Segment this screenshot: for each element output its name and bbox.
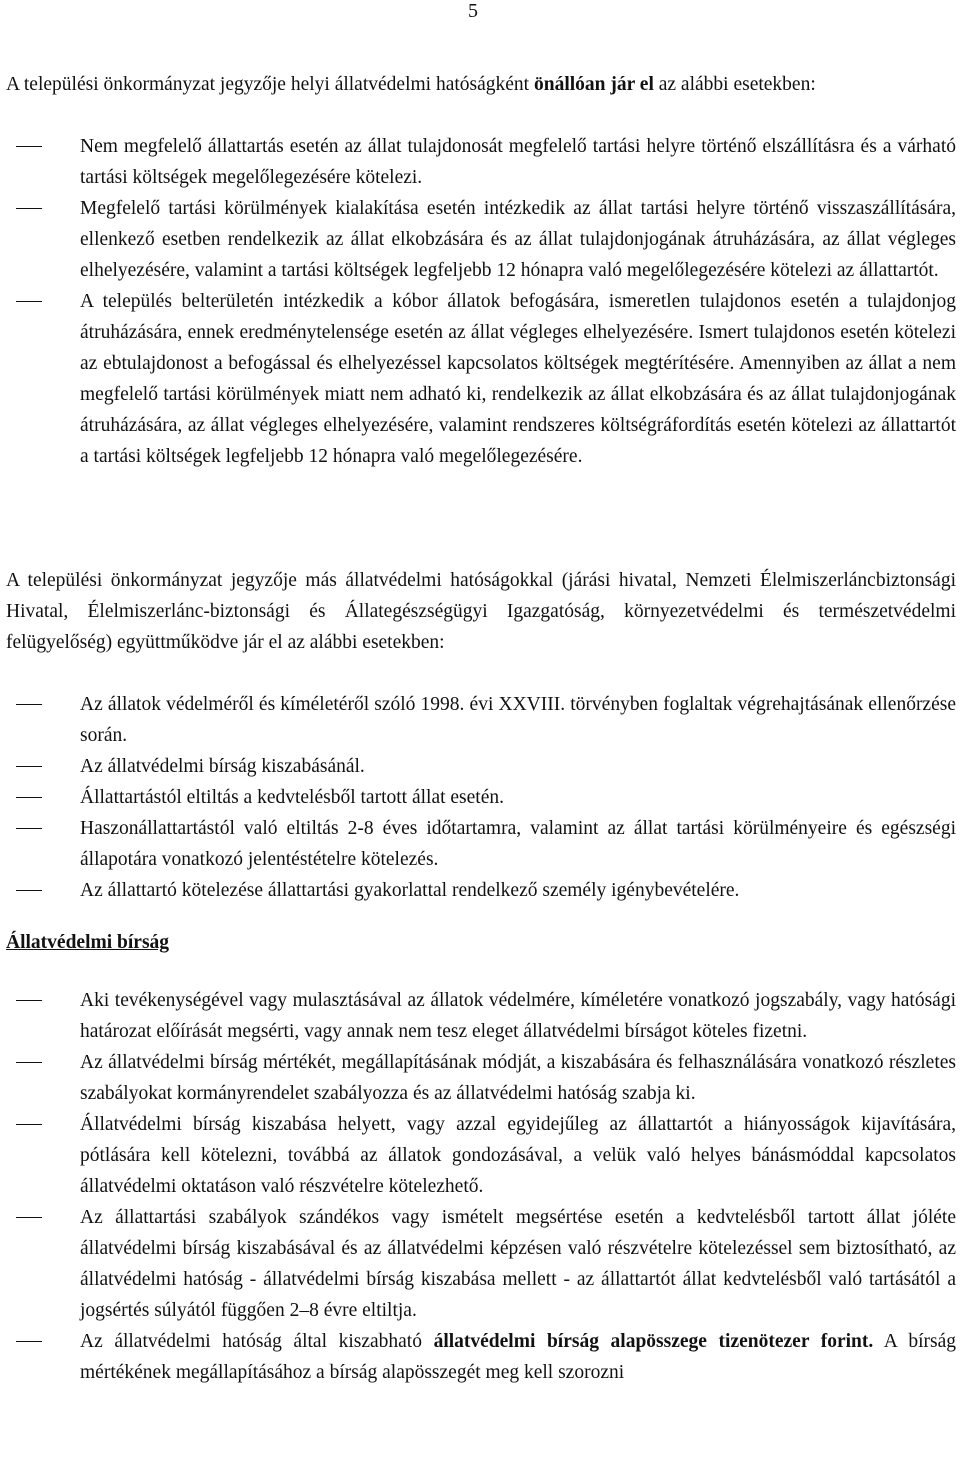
dash-bullet-icon: [16, 1217, 42, 1218]
page-number: 5: [468, 0, 478, 22]
list-item: [6, 1326, 956, 1388]
dash-bullet-icon: [16, 146, 42, 147]
dash-bullet-icon: [16, 704, 42, 705]
dash-bullet-icon: [16, 1124, 42, 1125]
list-item: [6, 1202, 956, 1326]
list-item-bold: állatvédelmi bírság alapösszege tizenötezer forint.: [433, 1331, 874, 1352]
list-item: [6, 751, 956, 782]
fine-rules-list: [6, 985, 956, 1388]
list-item: [6, 689, 956, 751]
list-item-text: Állatvédelmi bírság kiszabása helyett, vagy azzal egyidejűleg az állattartót a hiányosságok kijavítására, pótlására kell kötelezni, továbbá az állatok gondozásával, a velük való helyes bánásmóddal kapcsolatos állatvédelmi oktatáson való részvételre kötelezhető.: [80, 1114, 956, 1197]
list-item-text: Az állatok védelméről és kíméletéről szóló 1998. évi XXVIII. törvényben foglaltak végrehajtásának ellenőrzése során.: [80, 694, 956, 746]
cooperative-cases-list: [6, 689, 956, 906]
dash-bullet-icon: [16, 1000, 42, 1001]
dash-bullet-icon: [16, 1062, 42, 1063]
list-item-text: A település belterületén intézkedik a kóbor állatok befogására, ismeretlen tulajdonos esetén a tulajdonjog átruházására, ennek eredménytelensége esetén az állat végleges elhelyezésére. Ismert tulajdonos esetén kötelezi az ebtulajdonost a befogással és elhelyezéssel kapcsolatos költségek megtérítésére. Amennyiben az állat a nem megfelelő tartási körülmények miatt nem adható ki, rendelkezik az állat elkobzására és az állat tulajdonjogának átruházására, az állat végleges elhelyezésére, valamint rendszeres költségráfordítás esetén kötelezi az állattartót a tartási költségek legfeljebb 12 hónapra való megelőlegezésére.: [80, 291, 956, 467]
list-item: [6, 782, 956, 813]
list-item-text: Az állattartó kötelezése állattartási gyakorlattal rendelkező személy igénybevételére.: [80, 880, 740, 901]
intro-1-text-end: az alábbi esetekben:: [653, 74, 816, 95]
list-item: [6, 813, 956, 875]
dash-bullet-icon: [16, 828, 42, 829]
independent-cases-list: [6, 131, 956, 472]
list-item-text: Az állattartási szabályok szándékos vagy ismételt megsértése esetén a kedvtelésből tartott állat jóléte állatvédelmi bírság kiszabásával és az állatvédelmi képzésen való részvételre kötelezéssel sem biztosítható, az állatvédelmi hatóság - állatvédelmi bírság kiszabása mellett - az állattartót állat kedvtelésből való tartásától a jogsértés súlyától függően 2–8 évre eltiltja.: [80, 1207, 956, 1321]
list-item: [6, 131, 956, 193]
list-item: [6, 1109, 956, 1202]
list-item-text: Állattartástól eltiltás a kedvtelésből tartott állat esetén.: [80, 787, 504, 808]
list-item-text: Az állatvédelmi bírság mértékét, megállapításának módját, a kiszabására és felhasználására vonatkozó részletes szabályokat kormányrendelet szabályozza és az állatvédelmi hatóság szabja ki.: [80, 1052, 956, 1104]
list-item-text: Az állatvédelmi bírság kiszabásánál.: [80, 756, 365, 777]
list-item-text-start: Az állatvédelmi hatóság által kiszabható: [80, 1331, 434, 1352]
section-heading: Állatvédelmi bírság: [6, 932, 170, 953]
dash-bullet-icon: [16, 208, 42, 209]
list-item: [6, 875, 956, 906]
intro-1-text: A települési önkormányzat jegyzője helyi állatvédelmi hatóságként: [6, 74, 534, 95]
list-item-text: Haszonállattartástól való eltiltás 2-8 éves időtartamra, valamint az állat tartási körülményeire és egészségi állapotára vonatkozó jelentéstételre kötelezés.: [80, 818, 956, 870]
list-item-text-end: A bírság mértékének megállapításához a bírság alapösszegét meg kell szorozni: [80, 1331, 956, 1383]
intro-1-bold: önállóan jár el: [533, 74, 654, 95]
list-item: [6, 193, 956, 286]
dash-bullet-icon: [16, 301, 42, 302]
list-item: [6, 1047, 956, 1109]
list-item: [6, 286, 956, 472]
list-item-text: Megfelelő tartási körülmények kialakítása esetén intézkedik az állat tartási helyre történő visszaszállítására, ellenkező esetben rendelkezik az állat elkobzására és az állat tulajdonjogának átruházására, az állat végleges elhelyezésére, valamint a tartási költségek legfeljebb 12 hónapra való megelőlegezésére kötelezi az állattartót.: [80, 198, 956, 281]
list-item: [6, 985, 956, 1047]
dash-bullet-icon: [16, 766, 42, 767]
dash-bullet-icon: [16, 797, 42, 798]
dash-bullet-icon: [16, 890, 42, 891]
intro-paragraph-1: [6, 69, 956, 100]
list-item-text: Nem megfelelő állattartás esetén az állat tulajdonosát megfelelő tartási helyre történő elszállításra és a várható tartási költségek megelőlegezésére kötelezi.: [80, 136, 956, 188]
intro-paragraph-2: A települési önkormányzat jegyzője más állatvédelmi hatóságokkal (járási hivatal, Nemzeti Élelmiszerláncbiztonsági Hivatal, Élelmiszerlánc-biztonsági és Állategészségügyi Igazgatóság, környezetvédelmi és természetvédelmi felügyelőség) együttműködve jár el az alábbi esetekben:: [6, 570, 956, 653]
dash-bullet-icon: [16, 1341, 42, 1342]
list-item-text: Aki tevékenységével vagy mulasztásával az állatok védelmére, kíméletére vonatkozó jogszabály, vagy hatósági határozat előírását megsérti, vagy annak nem tesz eleget állatvédelmi bírságot köteles fizetni.: [80, 990, 956, 1042]
